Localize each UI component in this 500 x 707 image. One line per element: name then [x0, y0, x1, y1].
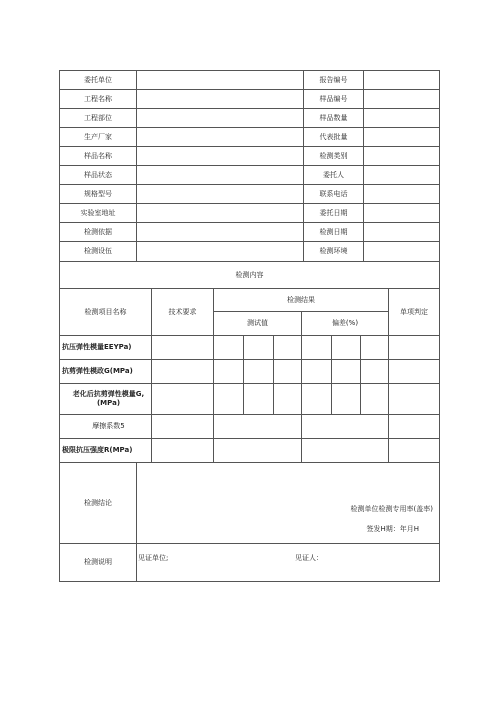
lab-address-label: 实验室地址 — [59, 203, 137, 223]
requirement-cell[interactable] — [151, 414, 214, 439]
judgement-cell[interactable] — [388, 414, 440, 439]
project-name-value[interactable] — [136, 89, 304, 109]
spec-model-label: 规格型号 — [59, 184, 137, 204]
deviation-header: 偏差(%) — [301, 311, 389, 336]
spec-model-value[interactable] — [136, 184, 304, 204]
item-name-header: 检测项目名称 — [59, 288, 152, 336]
report-number-label: 报告编号 — [303, 70, 364, 90]
results-header: 检测结果 — [213, 288, 389, 312]
witness-unit-label: 见证单位; — [138, 554, 169, 562]
report-number-value[interactable] — [363, 70, 440, 90]
inspection-category-value[interactable] — [363, 146, 440, 166]
project-part-label: 工程部位 — [59, 108, 137, 128]
inspection-equipment-label: 检测设伍 — [59, 241, 137, 262]
inspection-environment-value[interactable] — [363, 241, 440, 262]
deviation-cell[interactable] — [301, 414, 389, 439]
commission-date-value[interactable] — [363, 203, 440, 223]
measured-cell[interactable] — [243, 335, 274, 360]
item-aged-shear-modulus: 老化后抗剪弹性模量G,(MPa) — [59, 383, 152, 415]
judgement-cell[interactable] — [388, 359, 440, 384]
project-name-label: 工程名称 — [59, 89, 137, 109]
measured-cell[interactable] — [273, 359, 302, 384]
inspection-environment-label: 检测环境 — [303, 241, 364, 262]
deviation-cell[interactable] — [331, 383, 361, 415]
manufacturer-value[interactable] — [136, 127, 304, 147]
deviation-cell[interactable] — [331, 359, 361, 384]
measured-cell[interactable] — [213, 414, 302, 439]
client-unit-label: 委托单位 — [59, 70, 137, 90]
deviation-cell[interactable] — [331, 335, 361, 360]
deviation-cell[interactable] — [301, 383, 332, 415]
judgement-cell[interactable] — [388, 383, 440, 415]
witness-person-label: 见证人： — [295, 554, 323, 562]
deviation-cell[interactable] — [301, 438, 389, 463]
judgement-header: 单项判定 — [388, 288, 440, 336]
measured-cell[interactable] — [273, 335, 302, 360]
sample-quantity-label: 样品数量 — [303, 108, 364, 128]
measured-cell[interactable] — [273, 383, 302, 415]
requirement-cell[interactable] — [151, 359, 214, 384]
description-label: 检测说明 — [59, 543, 137, 582]
client-unit-value[interactable] — [136, 70, 304, 90]
contact-phone-value[interactable] — [363, 184, 440, 204]
requirement-header: 技术要求 — [151, 288, 214, 336]
inspection-report-form — [59, 70, 440, 582]
conclusion-label: 检测结论 — [59, 462, 137, 544]
measured-cell[interactable] — [213, 383, 244, 415]
sample-state-label: 样品状态 — [59, 165, 137, 185]
inspection-stamp-line: 检测单位检测专用率(盖率) — [350, 505, 433, 513]
item-compressive-modulus: 抗压弹性模量EEYPa) — [59, 335, 152, 360]
sample-number-label: 样品编号 — [303, 89, 364, 109]
commission-date-label: 委托日期 — [303, 203, 364, 223]
sample-number-value[interactable] — [363, 89, 440, 109]
sample-state-value[interactable] — [136, 165, 304, 185]
lab-address-value[interactable] — [136, 203, 304, 223]
measured-cell[interactable] — [213, 438, 302, 463]
sample-quantity-value[interactable] — [363, 108, 440, 128]
batch-size-label: 代表批量 — [303, 127, 364, 147]
inspection-basis-value[interactable] — [136, 222, 304, 242]
deviation-cell[interactable] — [360, 335, 389, 360]
inspection-category-label: 检测类别 — [303, 146, 364, 166]
measured-cell[interactable] — [243, 359, 274, 384]
item-ultimate-compressive-strength: 极限抗压强度R(MPa) — [59, 438, 152, 463]
client-person-label: 委托人 — [303, 165, 364, 185]
inspection-date-value[interactable] — [363, 222, 440, 242]
item-friction-coefficient: 摩擦系数5 — [59, 414, 152, 439]
conclusion-area[interactable] — [136, 462, 440, 544]
project-part-value[interactable] — [136, 108, 304, 128]
judgement-cell[interactable] — [388, 335, 440, 360]
requirement-cell[interactable] — [151, 335, 214, 360]
batch-size-value[interactable] — [363, 127, 440, 147]
inspection-basis-label: 检测依据 — [59, 222, 137, 242]
judgement-cell[interactable] — [388, 438, 440, 463]
contact-phone-label: 联系电话 — [303, 184, 364, 204]
issue-date-line: 签发H期：年月H — [366, 525, 419, 533]
sample-name-value[interactable] — [136, 146, 304, 166]
client-person-value[interactable] — [363, 165, 440, 185]
measured-cell[interactable] — [213, 359, 244, 384]
requirement-cell[interactable] — [151, 438, 214, 463]
requirement-cell[interactable] — [151, 383, 214, 415]
measured-value-header: 测试值 — [213, 311, 302, 336]
item-shear-modulus: 抗剪弹性模政G(MPa) — [59, 359, 152, 384]
measured-cell[interactable] — [213, 335, 244, 360]
content-title: 检测内容 — [59, 261, 440, 289]
inspection-date-label: 检测日期 — [303, 222, 364, 242]
deviation-cell[interactable] — [360, 359, 389, 384]
description-area[interactable] — [136, 543, 440, 582]
deviation-cell[interactable] — [360, 383, 389, 415]
measured-cell[interactable] — [243, 383, 274, 415]
deviation-cell[interactable] — [301, 335, 332, 360]
sample-name-label: 样品名称 — [59, 146, 137, 166]
deviation-cell[interactable] — [301, 359, 332, 384]
manufacturer-label: 生产厂家 — [59, 127, 137, 147]
inspection-equipment-value[interactable] — [136, 241, 304, 262]
